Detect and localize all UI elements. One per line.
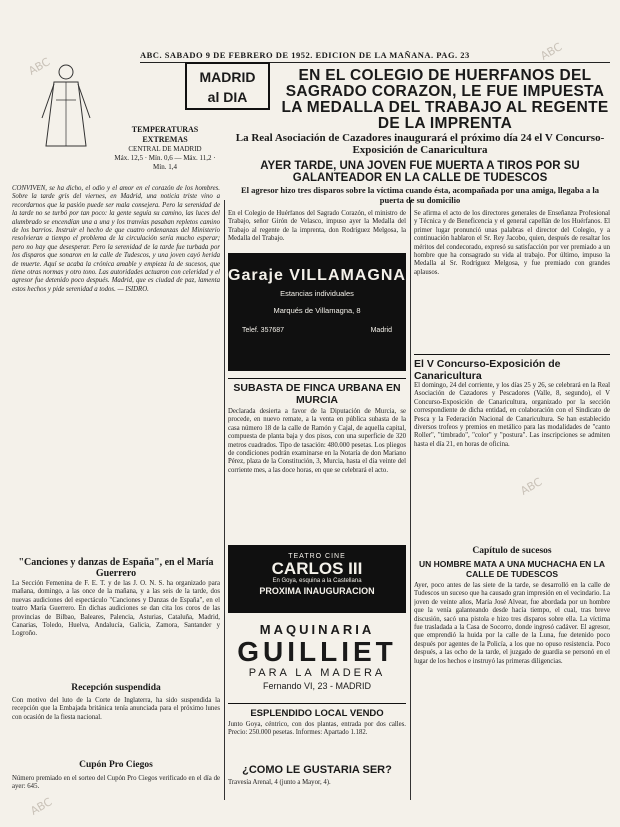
article-recepcion: Con motivo del luto de la Corte de Inglaterra, ha sido suspendida la recepción que la Embajada británica tenía anunciada para el próximo lunes con ocasión de la fiesta nacional.	[12, 697, 220, 721]
heading-como-le-gustaria: ¿COMO LE GUSTARIA SER?	[242, 764, 392, 776]
watermark-stamp: ABC	[518, 475, 545, 498]
subheadline-canaricultura: La Real Asociación de Cazadores inaugurará el próximo día 24 el V Concurso-Exposición de Canaricultura	[235, 132, 605, 156]
ad-teatro-carlos-iii	[228, 545, 406, 613]
main-headline: EN EL COLEGIO DE HUERFANOS DEL SAGRADO CORAZON, LE FUE IMPUESTA LA MEDALLA DEL TRABAJO AL REGENTE DE LA IMPRENTA	[281, 67, 609, 132]
heading-sucesos: Capítulo de sucesos	[472, 546, 552, 556]
article-canciones-danzas: La Sección Femenina de F. E. T. y de las J. O. N. S. ha organizado para mañana, domingo, a las once de la mañana, y a las seis de la tarde, dos nuevas audiciones del espectáculo "Canciones y Danzas de España", en el teatro María Guerrero. En dichas audiciones se dan cita los coros de las provincias de Bilbao, Baleares, Palencia, Asturias, Cataluña, Madrid, Canarias, Toledo, Huelva, Andalucía, Galicia, Zamora, Santander y Logroño.	[12, 580, 220, 638]
ad-carlos-tag: PROXIMA INAUGURACION	[259, 586, 375, 596]
madrid-al-dia-box	[185, 62, 270, 110]
ad-garaje-name: Garaje VILLAMAGNA	[228, 267, 406, 284]
watermark-stamp: ABC	[26, 55, 53, 78]
column-madrid-al-dia-text: CONVIVEN, se ha dicho, el odio y el amor en el corazón de los hombres. Sobre la tarde gris del viernes, en Madrid, una noticia triste vino a recordarnos que la pasión puede ser mala consejera. Pero la serenidad de la tarde no se turbó por tan poco: la gente seguía su camino, las luces del alumbrado se encendían una a una y los tranvías pasaban repletos camino de los barrios. Instruir el hecho de que cuatro ordenanzas del Ministerio resolvieran a tiempo el problema de la circulación sería mucho esperar; pero no hay que desesperar. Pero la serenidad de la tarde fue turbada por los disparos que sonaron en la calle de Tudescos, y una joven cayó herida de muerte. Aquí se acaba la crónica amable y empieza la de sucesos, que tiene otras normas y otro tono. Las autoridades actuaron con celeridad y el agresor fue detenido poco después. Madrid, que es ciudad de paz, lamenta estos hechos y pide serenidad a todos. — ISIDRO.	[12, 185, 220, 293]
heading-local-vendo: ESPLENDIDO LOCAL VENDO	[250, 708, 384, 719]
article-medalla-continued: Se afirma el acto de los directores generales de Enseñanza Profesional y Técnica y de Beneficencia y el general capellán de los Huérfanos. El primer lugar pronunció unas palabras el director del Colegio, y a continuación hablaron el Sr. Rey Jacobo, quien, después de resaltar los méritos del condecorado, expresó su satisfacción por ver premiado a un hombre que ha consagrado su vida al trabajo. Por último, impuso la Medalla al Sr. Rodríguez Melgosa, y fue premiado con grandes aplausos.	[414, 210, 610, 276]
heading-subasta: SUBASTA DE FINCA URBANA EN MURCIA	[228, 378, 406, 406]
ad-garaje-line1: Estancias individuales	[280, 289, 354, 298]
article-medalla: En el Colegio de Huérfanos del Sagrado Corazón, el ministro de Trabajo, señor Girón de Velasco, impuso ayer la Medalla del Trabajo al regente de la imprenta, don Rodríguez Melgosa, la Medalla del Trabajo.	[228, 210, 406, 243]
ad-guilliet-top: MAQUINARIA	[259, 622, 375, 637]
crime-deck: El agresor hizo tres disparos sobre la víctima cuando ésta, acompañada por una amiga, llegaba a la puerta de su domicilio	[241, 185, 599, 205]
madrid-box-line2: al DIA	[207, 89, 248, 105]
heading-crime-story: UN HOMBRE MATA A UNA MUCHACHA EN LA CALLE DE TUDESCOS	[418, 559, 606, 579]
heading-canaricultura: El V Concurso-Exposición de Canaricultura	[414, 354, 610, 382]
ad-garaje-city: Madrid	[370, 327, 392, 334]
article-crime-story: Ayer, poco antes de las siete de la tarde, se desarrolló en la calle de Tudescos un suceso que ha causado gran impresión en el vecindario. La joven de veinte años, María José Alvear, fue abordada por un hombre que la venía galanteando desde hacía tiempo, el cual, tras breve discusión, sacó una pistola e hizo tres disparos sobre ella. La víctima fue trasladada a la Casa de Socorro, donde ingresó cadáver. El agresor, que emprendió la huida por la calle de la Luna, fue detenido poco después por agentes de la Policía, a los que no opuso resistencia. Poco después, a las ocho de la tarde, el juzgado de guardia se personó en el lugar de los hechos e instruyó las primeras diligencias.	[414, 582, 610, 665]
watermark-stamp: ABC	[28, 795, 55, 818]
ad-carlos-top: TEATRO CINE	[288, 553, 346, 560]
article-canaricultura: El domingo, 24 del corriente, y los días 25 y 26, se celebrará en la Real Asociación de Cazadores y Pescadores (Valle, 8, segundo), el V Concurso-Exposición de Canaricultura, organizado por la sección correspondiente de dicha entidad, en colaboración con el Sindicato de Pesca y la Federación Nacional de Canaricultura. Se han establecido diversos trofeos y premios en metálico para las modalidades de "canto Roller", "timbrado", "color" y "postura". Las inscripciones se admiten hasta el día 21, en horas de oficina.	[414, 382, 610, 448]
heading-cupon: Cupón Pro Ciegos	[79, 760, 153, 770]
temperatures-values: Máx. 12,5 · Mín. 0,6 — Máx. 11,2 · Mín. 1,4	[114, 154, 216, 171]
heading-canciones-danzas: "Canciones y danzas de España", en el María Guerrero	[18, 557, 214, 579]
ad-guilliet-addr: Fernando VI, 23 - MADRID	[262, 681, 372, 691]
subheadline-crime: AYER TARDE, UNA JOVEN FUE MUERTA A TIROS POR SU GALANTEADOR EN LA CALLE DE TUDESCOS	[260, 160, 580, 184]
ad-carlos-name: CARLOS III	[271, 559, 363, 578]
ad-guilliet-name: GUILLIET	[237, 636, 397, 667]
ad-garaje-villamagna	[228, 253, 406, 371]
watermark-stamp: ABC	[538, 40, 565, 63]
temperatures-box	[110, 125, 220, 172]
ad-garaje-tel: Telef. 357687	[242, 327, 285, 334]
ad-garaje-line2: Marqués de Villamagna, 8	[273, 306, 361, 315]
classified-como-le-gustaria: Travesía Arenal, 4 (junto a Mayor, 4).	[228, 779, 331, 786]
madrid-box-line1: MADRID	[199, 69, 256, 85]
heading-recepcion: Recepción suspendida	[71, 683, 161, 693]
column-rule	[410, 200, 411, 800]
temperatures-sub: CENTRAL DE MADRID	[128, 145, 202, 153]
ad-carlos-addr: En Goya, esquina a la Castellana	[272, 578, 362, 584]
fashion-figure-illustration	[30, 60, 100, 150]
article-subasta: Declarada desierta a favor de la Diputación de Murcia, se procede, en nuevo remate, a la venta en pública subasta de la casa número 18 de la calle de Ramón y Cajal, de aquella capital, compuesta de planta baja y dos pisos, con una superficie de 320 metros cuadrados. Tipo de tasación: 480.000 pesetas. Los pliegos de condiciones podrán examinarse en la Notaría de don Mariano Pérez, plaza de la Constitución, 3, Murcia, hasta el día veinte del corriente mes, a las doce horas, en que se celebrará el acto.	[228, 408, 406, 474]
column-rule	[224, 200, 225, 800]
classified-local-vendo: Junto Goya, céntrico, con dos plantas, entrada por dos calles. Precio: 250.000 pesetas. Informes: Apartado 1.182.	[228, 721, 406, 737]
article-cupon: Número premiado en el sorteo del Cupón Pro Ciegos verificado en el día de ayer: 645.	[12, 775, 220, 791]
ad-maquinaria-guilliet	[228, 622, 406, 704]
running-head: ABC. SABADO 9 DE FEBRERO DE 1952. EDICION DE LA MAÑANA. PAG. 23	[140, 50, 610, 63]
ad-guilliet-mid: PARA LA MADERA	[248, 667, 386, 679]
temperatures-title: TEMPERATURAS EXTREMAS	[131, 125, 199, 144]
